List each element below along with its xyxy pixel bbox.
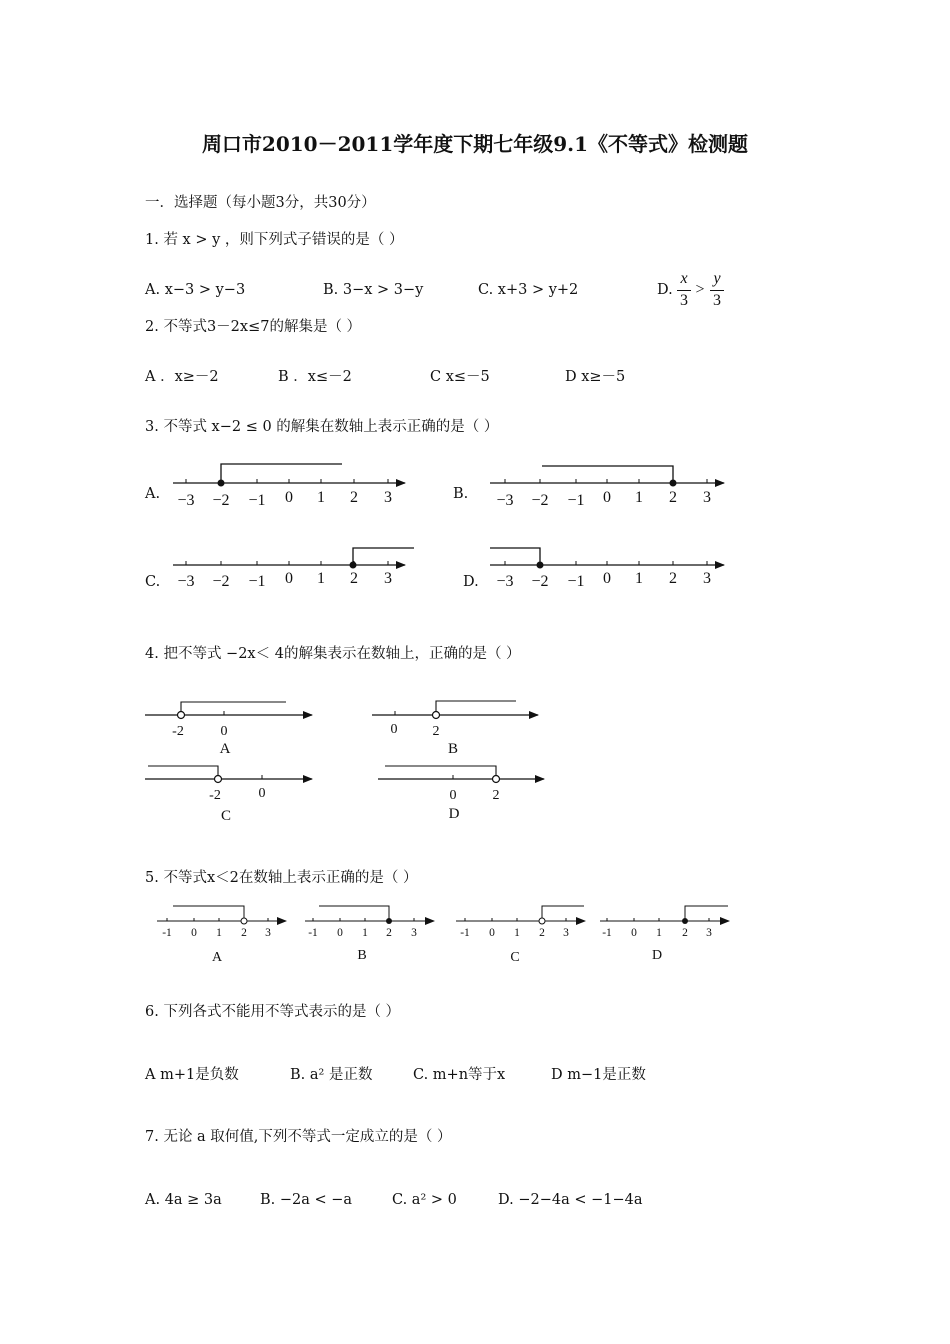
tick-label: 1: [317, 570, 325, 587]
question-2-option-c: C x≤－5: [430, 369, 490, 385]
tick-label: 0: [258, 786, 266, 801]
tick-label: -1: [460, 927, 470, 939]
tick-label: 0: [285, 570, 293, 587]
fraction-denominator-3: 3: [713, 292, 721, 309]
question-7-option-b: B. −2a < −a: [260, 1192, 353, 1208]
tick-label: 0: [390, 722, 398, 737]
tick-label: 2: [492, 788, 500, 803]
tick-label: 1: [635, 489, 643, 506]
tick-label: 2: [669, 489, 677, 506]
option-label: B: [357, 948, 367, 963]
tick-label: 1: [514, 927, 520, 939]
question-1-option-b: B. 3−x > 3−y: [323, 282, 424, 298]
tick-label: 3: [411, 927, 417, 939]
option-label: D: [448, 806, 460, 822]
option-label: B: [447, 741, 459, 757]
tick-label: -2: [209, 788, 221, 803]
tick-label: 1: [317, 489, 325, 506]
tick-label: 3: [706, 927, 712, 939]
fraction-operator: >: [695, 281, 705, 298]
question-1-option-d-prefix: D.: [657, 282, 673, 298]
tick-label: −1: [567, 492, 585, 509]
question-4-number-line-c: [145, 766, 312, 824]
question-3-label-c: C.: [145, 574, 161, 590]
tick-label: 2: [386, 927, 392, 939]
page-title: 周口市2010－2011学年度下期七年级9.1《不等式》检测题: [201, 132, 749, 156]
tick-label: −2: [531, 492, 549, 509]
tick-label: 0: [220, 724, 228, 739]
question-7-option-a: A. 4a ≥ 3a: [145, 1192, 222, 1208]
question-6-stem: 6. 下列各式不能用不等式表示的是（ ）: [145, 1004, 401, 1020]
question-4-number-line-b: [372, 701, 538, 757]
tick-label: −3: [496, 492, 514, 509]
tick-label: 0: [603, 489, 611, 506]
fraction-numerator-x: x: [680, 270, 688, 287]
tick-label: −3: [177, 573, 195, 590]
tick-label: 3: [703, 489, 711, 506]
tick-label: 3: [563, 927, 569, 939]
question-2-stem: 2. 不等式3－2x≤7的解集是（ ）: [145, 319, 362, 335]
question-3-label-a: A.: [145, 486, 161, 502]
tick-label: 2: [539, 927, 545, 939]
tick-label: 0: [489, 927, 495, 939]
question-7-option-d: D. −2−4a < −1−4a: [498, 1192, 643, 1208]
tick-label: 2: [669, 570, 677, 587]
question-5-stem: 5. 不等式x＜2在数轴上表示正确的是（ ）: [145, 870, 418, 886]
question-4-stem: 4. 把不等式 −2x＜ 4的解集表示在数轴上，正确的是（ ）: [145, 646, 521, 662]
tick-label: −2: [212, 492, 230, 509]
question-5-number-line-b: [305, 906, 434, 963]
tick-label: −2: [531, 573, 549, 590]
question-6-option-b: B. a² 是正数: [290, 1067, 373, 1083]
question-3-label-b: B.: [453, 486, 469, 502]
tick-label: -1: [162, 927, 172, 939]
tick-label: −1: [567, 573, 585, 590]
question-3-number-line-b: [490, 466, 724, 509]
tick-label: −1: [248, 573, 266, 590]
question-1-option-c: C. x+3 > y+2: [478, 282, 579, 298]
tick-label: 3: [384, 489, 392, 506]
question-4-number-line-d: [378, 766, 544, 822]
tick-label: 0: [191, 927, 197, 939]
tick-label: 3: [384, 570, 392, 587]
question-4-number-line-a: [145, 702, 312, 757]
question-3-number-line-d: [490, 548, 724, 590]
question-2-option-d: D x≥－5: [565, 369, 626, 385]
tick-label: 2: [432, 724, 440, 739]
question-3-label-d: D.: [463, 574, 479, 590]
option-label: D: [651, 948, 663, 963]
question-5-number-line-c: [456, 906, 585, 965]
option-label: A: [211, 950, 223, 965]
tick-label: 1: [656, 927, 662, 939]
tick-label: 0: [337, 927, 343, 939]
tick-label: −1: [248, 492, 266, 509]
question-7-option-c: C. a² > 0: [392, 1192, 457, 1208]
question-2-option-b: B ．x≤－2: [278, 369, 352, 385]
tick-label: 1: [362, 927, 368, 939]
tick-label: -1: [602, 927, 612, 939]
question-6-option-c: C. m+n等于x: [413, 1067, 506, 1083]
question-2-option-a: A ．x≥－2: [145, 369, 219, 385]
tick-label: 1: [635, 570, 643, 587]
question-6-option-a: A m+1是负数: [145, 1067, 239, 1083]
option-label: C: [220, 808, 232, 824]
tick-label: -2: [172, 724, 184, 739]
tick-label: 2: [350, 570, 358, 587]
tick-label: 0: [285, 489, 293, 506]
question-3-stem: 3. 不等式 x−2 ≤ 0 的解集在数轴上表示正确的是（ ）: [145, 419, 499, 435]
tick-label: 3: [703, 570, 711, 587]
tick-label: −2: [212, 573, 230, 590]
question-1-option-a: A. x−3 > y−3: [145, 282, 246, 298]
question-3-number-line-a: [173, 464, 405, 509]
tick-label: 1: [216, 927, 222, 939]
tick-label: 0: [631, 927, 637, 939]
question-6-option-d: D m−1是正数: [551, 1067, 646, 1083]
question-1-stem: 1. 若 x > y ，则下列式子错误的是（ ）: [145, 232, 404, 248]
fraction-numerator-y: y: [713, 270, 721, 287]
question-5-number-line-d: [600, 906, 729, 963]
tick-label: −3: [496, 573, 514, 590]
tick-label: -1: [308, 927, 318, 939]
tick-label: 3: [265, 927, 271, 939]
option-label: C: [510, 950, 520, 965]
tick-label: 2: [241, 927, 247, 939]
question-7-stem: 7. 无论 a 取何值,下列不等式一定成立的是（ ）: [145, 1129, 452, 1145]
tick-label: 2: [350, 489, 358, 506]
tick-label: 2: [682, 927, 688, 939]
section-heading: 一．选择题（每小题3分，共30分）: [145, 195, 376, 211]
tick-label: 0: [449, 788, 457, 803]
tick-label: 0: [603, 570, 611, 587]
fraction-denominator-3: 3: [680, 292, 688, 309]
option-label: A: [219, 741, 231, 757]
question-3-number-line-c: [173, 548, 414, 590]
question-5-number-line-a: [157, 906, 286, 965]
tick-label: −3: [177, 492, 195, 509]
